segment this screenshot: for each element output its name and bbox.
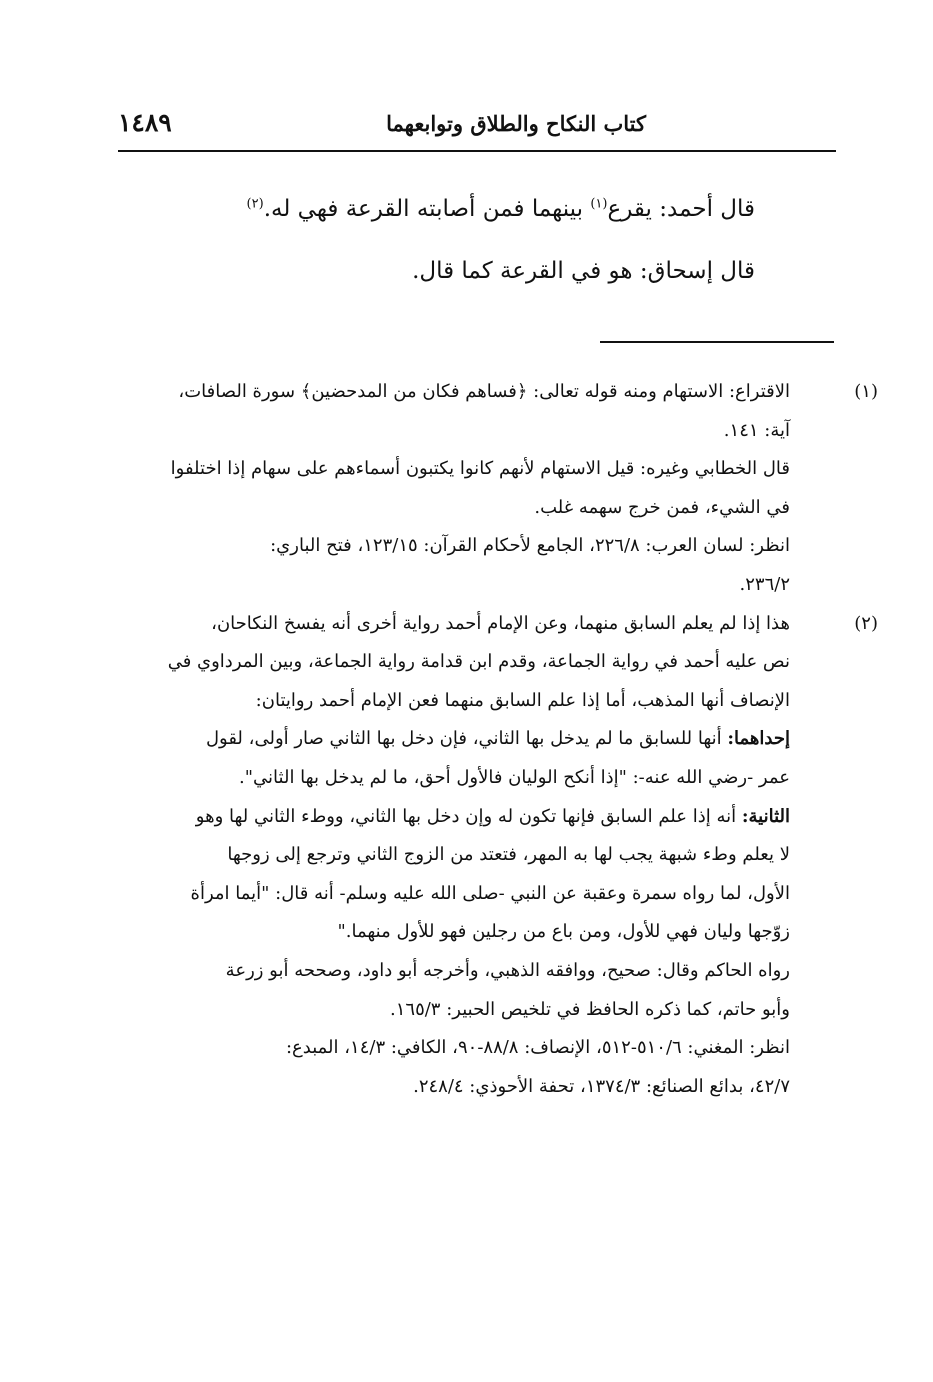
footnote-number: (٢)	[854, 612, 878, 634]
chapter-title: كتاب النكاح والطلاق وتوابعهما	[386, 111, 646, 136]
footnote-1-line-1: (١)الاقتراع: الاستهام ومنه قوله تعالى: ﴿فساهم فكان من المدحضين﴾ سورة الصافات،	[112, 373, 834, 412]
footnote-ref-1: (١)	[590, 196, 608, 212]
footnote-1: (١)الاقتراع: الاستهام ومنه قوله تعالى: ﴿فساهم فكان من المدحضين﴾ سورة الصافات، آية: ١٤١. قال الخطابي وغيره: قيل الاستهام لأنهم كانوا يكتبون أسماءهم على سهام إذا اختلفوا في الشيء، فمن خرج سهمه غلب. انظر: لسان العرب: ٢٢٦/٨، الجامع لأحكام القرآن: ١٢٣/١٥، فتح الباري: ٢٣٦/٢.	[112, 373, 834, 605]
running-header	[118, 108, 836, 148]
footnote-2: (٢)هذا إذا لم يعلم السابق منهما، وعن الإمام أحمد رواية أخرى أنه يفسخ النكاحان، نص عليه أحمد في رواية الجماعة، وقدم ابن قدامة رواية الجماعة، وبين المرداوي في الإنصاف أنها المذهب، أما إذا علم السابق منهما فعن الإمام أحمد روايتان: إحداهما: أنها للسابق ما لم يدخل بها الثاني، فإن دخل بها الثاني صار أولى، لقول عمر -رضي الله عنه-: "إذا أنكح الوليان فالأول أحق، ما لم يدخل بها الثاني". الثانية: أنه إذا علم السابق فإنها تكون له وإن دخل بها الثاني، ووطء الثاني لها وهو لا يعلم وطء شبهة يجب لها به المهر، فتعتد من الزوج الثاني وترجع إلى زوجها الأول، لما رواه سمرة وعقبة عن النبي -صلى الله عليه وسلم- أنه قال: "أيما امرأة زوّجها وليان فهي للأول، ومن باع من رجلين فهو للأول منهما." رواه الحاكم وقال: صحيح، ووافقه الذهبي، وأخرجه أبو داود، وصححه أبو زرعة وأبو حاتم، كما ذكره الحافظ في تلخيص الحبير: ١٦٥/٣. انظر: المغني: ٥١٠/٦-٥١٢، الإنصاف: ٨٨/٨-٩٠، الكافي: ١٤/٣، المبدع: ٤٢/٧، بدائع الصنائع: ١٣٧٤/٣، تحفة الأحوذي: ٢٤٨/٤.	[112, 605, 834, 1107]
footnotes	[112, 373, 878, 1106]
page-number: ١٤٨٩	[118, 108, 172, 137]
lead-word: الثانية:	[741, 805, 790, 827]
footnote-number: (١)	[854, 381, 878, 402]
header-rule	[118, 150, 836, 152]
footnote-ref-2: (٢)	[246, 196, 264, 212]
footnote-2-line-1: (٢)هذا إذا لم يعلم السابق منهما، وعن الإمام أحمد رواية أخرى أنه يفسخ النكاحان،	[112, 605, 834, 644]
main-line-1: قال أحمد: يقرع$^{(١)}$ بينهما فمن أصابته القرعة فهي له.$^{(٢)}$	[246, 196, 755, 222]
main-text	[180, 178, 755, 302]
main-line-2: قال إسحاق: هو في القرعة كما قال.	[412, 258, 755, 284]
lead-word: إحداهما:	[727, 728, 790, 750]
footnote-separator	[600, 341, 834, 343]
